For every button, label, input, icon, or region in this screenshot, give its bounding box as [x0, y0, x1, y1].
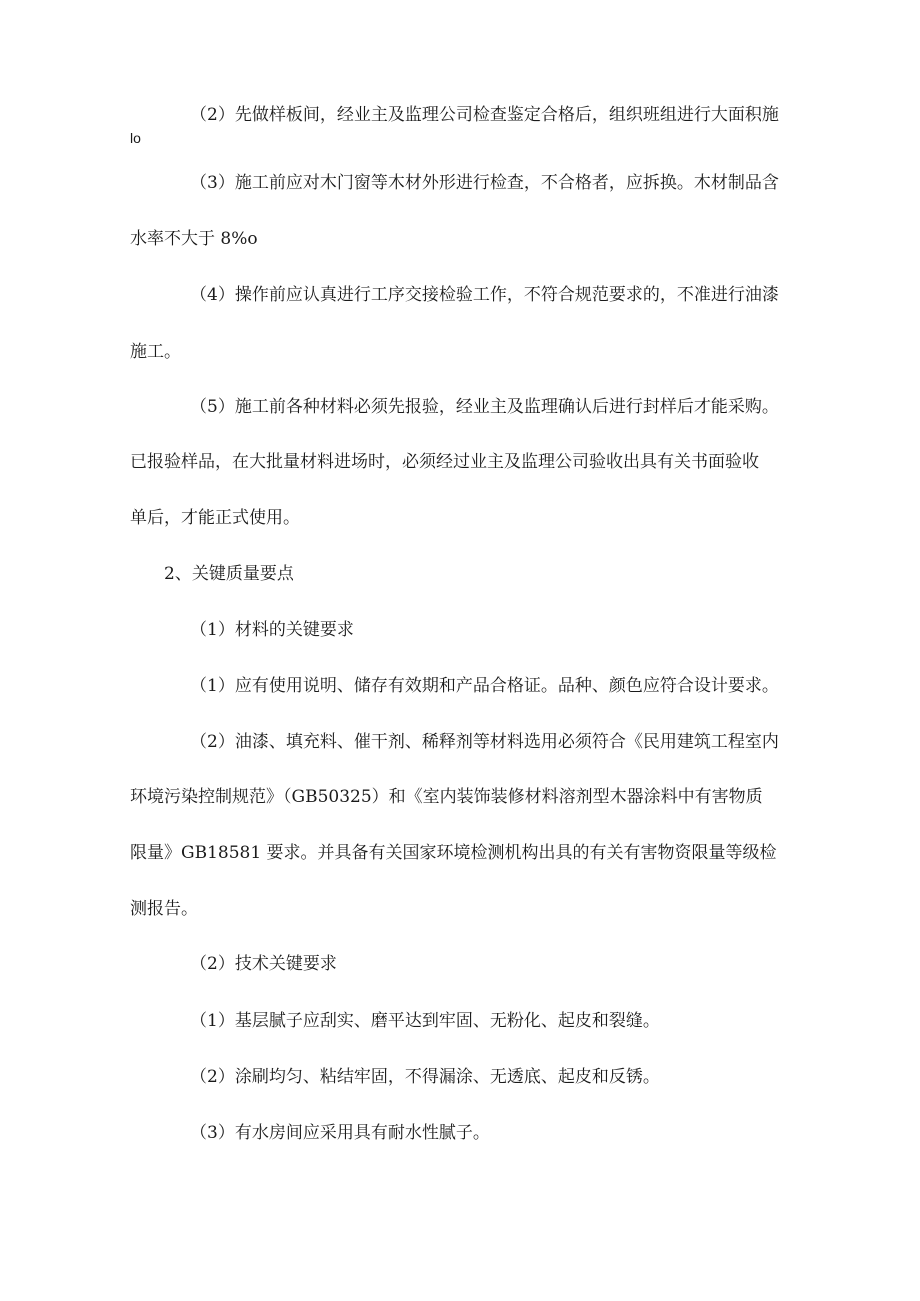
- material-item-2-line-3: 限量》GB18581 要求。并具备有关国家环境检测机构出具的有关有害物资限量等级检: [130, 843, 777, 863]
- material-item-1: （1）应有使用说明、储存有效期和产品合格证。品种、颜色应符合设计要求。: [190, 676, 779, 696]
- paragraph-4-line-1: （4）操作前应认真进行工序交接检验工作，不符合规范要求的，不准进行油漆: [190, 285, 779, 305]
- paragraph-5-line-2: 已报验样品，在大批量材料进场时，必须经过业主及监理公司验收出具有关书面验收: [130, 452, 759, 472]
- material-item-2-line-2: 环境污染控制规范》（GB50325）和《室内装饰装修材料溶剂型木器涂料中有害物质: [130, 787, 763, 807]
- technical-item-3: （3）有水房间应采用具有耐水性腻子。: [190, 1123, 490, 1143]
- material-item-2-line-4: 测报告。: [130, 899, 198, 919]
- paragraph-3-line-2: 水率不大于 8%o: [130, 229, 258, 249]
- paragraph-5-line-3: 单后，才能正式使用。: [130, 508, 300, 528]
- paragraph-2-line-1: （2）先做样板间，经业主及监理公司检查鉴定合格后，组织班组进行大面积施: [190, 105, 779, 125]
- section-heading-2: 2、关键质量要点: [164, 564, 294, 584]
- material-requirements-heading: （1）材料的关键要求: [190, 620, 354, 640]
- material-item-2-line-1: （2）油漆、填充料、催干剂、稀释剂等材料选用必须符合《民用建筑工程室内: [190, 732, 779, 752]
- paragraph-2-line-2: lo: [130, 130, 141, 146]
- technical-requirements-heading: （2）技术关键要求: [190, 954, 337, 974]
- paragraph-3-line-1: （3）施工前应对木门窗等木材外形进行检查，不合格者，应拆换。木材制品含: [190, 173, 779, 193]
- technical-item-2: （2）涂刷均匀、粘结牢固，不得漏涂、无透底、起皮和反锈。: [190, 1067, 660, 1087]
- technical-item-1: （1）基层腻子应刮实、磨平达到牢固、无粉化、起皮和裂缝。: [190, 1011, 660, 1031]
- paragraph-4-line-2: 施工。: [130, 342, 181, 362]
- paragraph-5-line-1: （5）施工前各种材料必须先报验，经业主及监理确认后进行封样后才能采购。: [190, 397, 779, 417]
